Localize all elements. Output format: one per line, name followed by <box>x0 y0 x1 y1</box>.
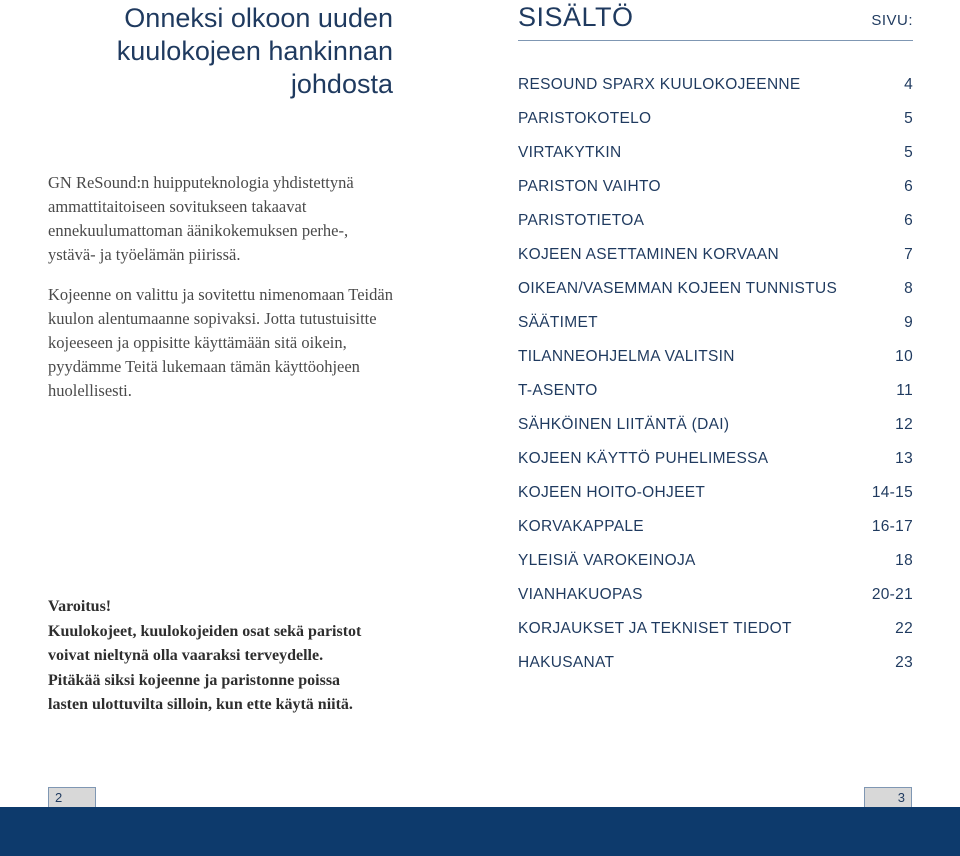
toc-entry[interactable] <box>518 484 913 518</box>
toc-entry-title: VIANHAKUOPAS <box>518 586 643 603</box>
text-line: ystävä- ja työelämän piirissä. <box>48 245 241 264</box>
toc-entry-title: KOJEEN HOITO-OHJEET <box>518 484 706 501</box>
text-line: pyydämme Teitä lukemaan tämän käyttöohjeen <box>48 357 360 376</box>
toc-entry-page: 5 <box>904 144 913 161</box>
toc-entry-page: 20-21 <box>871 586 913 603</box>
toc-entry-page: 10 <box>895 348 913 365</box>
title-line: Onneksi olkoon uuden <box>124 3 393 33</box>
intro-paragraph-2 <box>48 283 448 403</box>
title-line: johdosta <box>290 69 393 99</box>
toc-entry-title: OIKEAN/VASEMMAN KOJEEN TUNNISTUS <box>518 280 838 297</box>
warning-line: lasten ulottuvilta silloin, kun ette käytä niitä. <box>48 696 353 713</box>
page-title <box>48 2 393 101</box>
toc-entry-title: PARISTOTIETOA <box>518 212 645 229</box>
warning-title: Varoitus! <box>48 598 112 615</box>
toc-entry-page: 16-17 <box>871 518 913 535</box>
toc-entry[interactable] <box>518 144 913 178</box>
toc-entry[interactable] <box>518 620 913 654</box>
toc-heading <box>518 2 913 41</box>
title-line: kuulokojeen hankinnan <box>116 36 393 66</box>
toc-entry-title: VIRTAKYTKIN <box>518 144 622 161</box>
text-line: GN ReSound:n huipputeknologia yhdistettynä <box>48 173 354 192</box>
toc-entry[interactable] <box>518 450 913 484</box>
toc-entry-title: T-ASENTO <box>518 382 598 399</box>
toc-entry[interactable] <box>518 246 913 280</box>
warning-line: voivat nieltynä olla vaaraksi terveydelle. <box>48 647 324 664</box>
text-line: huolellisesti. <box>48 381 132 400</box>
toc-entry[interactable] <box>518 76 913 110</box>
toc-entry[interactable] <box>518 212 913 246</box>
toc-entry[interactable] <box>518 348 913 382</box>
toc-entry[interactable] <box>518 178 913 212</box>
toc-entry-title: SÄHKÖINEN LIITÄNTÄ (DAI) <box>518 416 730 433</box>
toc-entry-page: 22 <box>895 620 913 637</box>
toc-page-label: SIVU: <box>871 12 913 29</box>
text-line: kuulon alentumaanne sopivaksi. Jotta tutustuisitte <box>48 309 377 328</box>
toc-entry-page: 12 <box>895 416 913 433</box>
intro-text <box>48 171 448 419</box>
toc-entry-page: 4 <box>904 76 913 93</box>
footer-bar <box>0 807 960 856</box>
toc-entry-page: 8 <box>904 280 913 297</box>
toc-entry[interactable] <box>518 518 913 552</box>
toc-entry-page: 18 <box>895 552 913 569</box>
toc-entry-title: KOJEEN KÄYTTÖ PUHELIMESSA <box>518 450 769 467</box>
warning-block <box>48 595 448 718</box>
toc-entry[interactable] <box>518 586 913 620</box>
toc-entry-page: 5 <box>904 110 913 127</box>
toc-entry[interactable] <box>518 654 913 688</box>
toc-entry[interactable] <box>518 280 913 314</box>
right-page <box>490 0 960 800</box>
toc-entry-title: PARISTOKOTELO <box>518 110 652 127</box>
toc-entry[interactable] <box>518 314 913 348</box>
left-page <box>0 0 470 800</box>
warning-line: Pitäkää siksi kojeenne ja paristonne poissa <box>48 671 341 689</box>
toc-entry-page: 11 <box>896 382 913 399</box>
toc-entry-title: KOJEEN ASETTAMINEN KORVAAN <box>518 246 780 263</box>
toc-entry-page: 14-15 <box>871 484 913 501</box>
toc-entry-page: 6 <box>904 178 913 195</box>
page-number-left: 2 <box>48 787 96 807</box>
toc-entry-title: SÄÄTIMET <box>518 314 598 331</box>
toc-entry-page: 13 <box>895 450 913 467</box>
text-line: ennekuulumattoman äänikokemuksen perhe-, <box>48 221 349 240</box>
toc-entry-title: KORVAKAPPALE <box>518 518 644 535</box>
toc-entry-title: RESOUND SPARX KUULOKOJEENNE <box>518 76 801 93</box>
toc-entry-title: YLEISIÄ VAROKEINOJA <box>518 552 696 569</box>
toc-entry[interactable] <box>518 110 913 144</box>
toc-entry-title: TILANNEOHJELMA VALITSIN <box>518 348 735 365</box>
text-line: ammattitaitoiseen sovitukseen takaavat <box>48 197 307 216</box>
toc-entry-title: HAKUSANAT <box>518 654 615 671</box>
toc-entry-page: 7 <box>904 246 913 263</box>
toc-entry-title: PARISTON VAIHTO <box>518 178 661 195</box>
text-line: kojeeseen ja oppisitte käyttämään sitä oikein, <box>48 333 347 352</box>
toc-entry-page: 9 <box>904 314 913 331</box>
text-line: Kojeenne on valittu ja sovitettu nimenomaan Teidän <box>48 285 393 304</box>
toc-entry[interactable] <box>518 382 913 416</box>
toc-title: SISÄLTÖ <box>518 2 634 32</box>
toc-entry-page: 23 <box>895 654 913 671</box>
toc-entry-title: KORJAUKSET JA TEKNISET TIEDOT <box>518 620 792 637</box>
intro-paragraph-1 <box>48 171 448 267</box>
toc-entry-page: 6 <box>904 212 913 229</box>
warning-line: Kuulokojeet, kuulokojeiden osat sekä paristot <box>48 622 362 640</box>
toc-entry[interactable] <box>518 552 913 586</box>
page-number-right: 3 <box>864 787 912 807</box>
table-of-contents <box>518 76 913 688</box>
toc-entry[interactable] <box>518 416 913 450</box>
